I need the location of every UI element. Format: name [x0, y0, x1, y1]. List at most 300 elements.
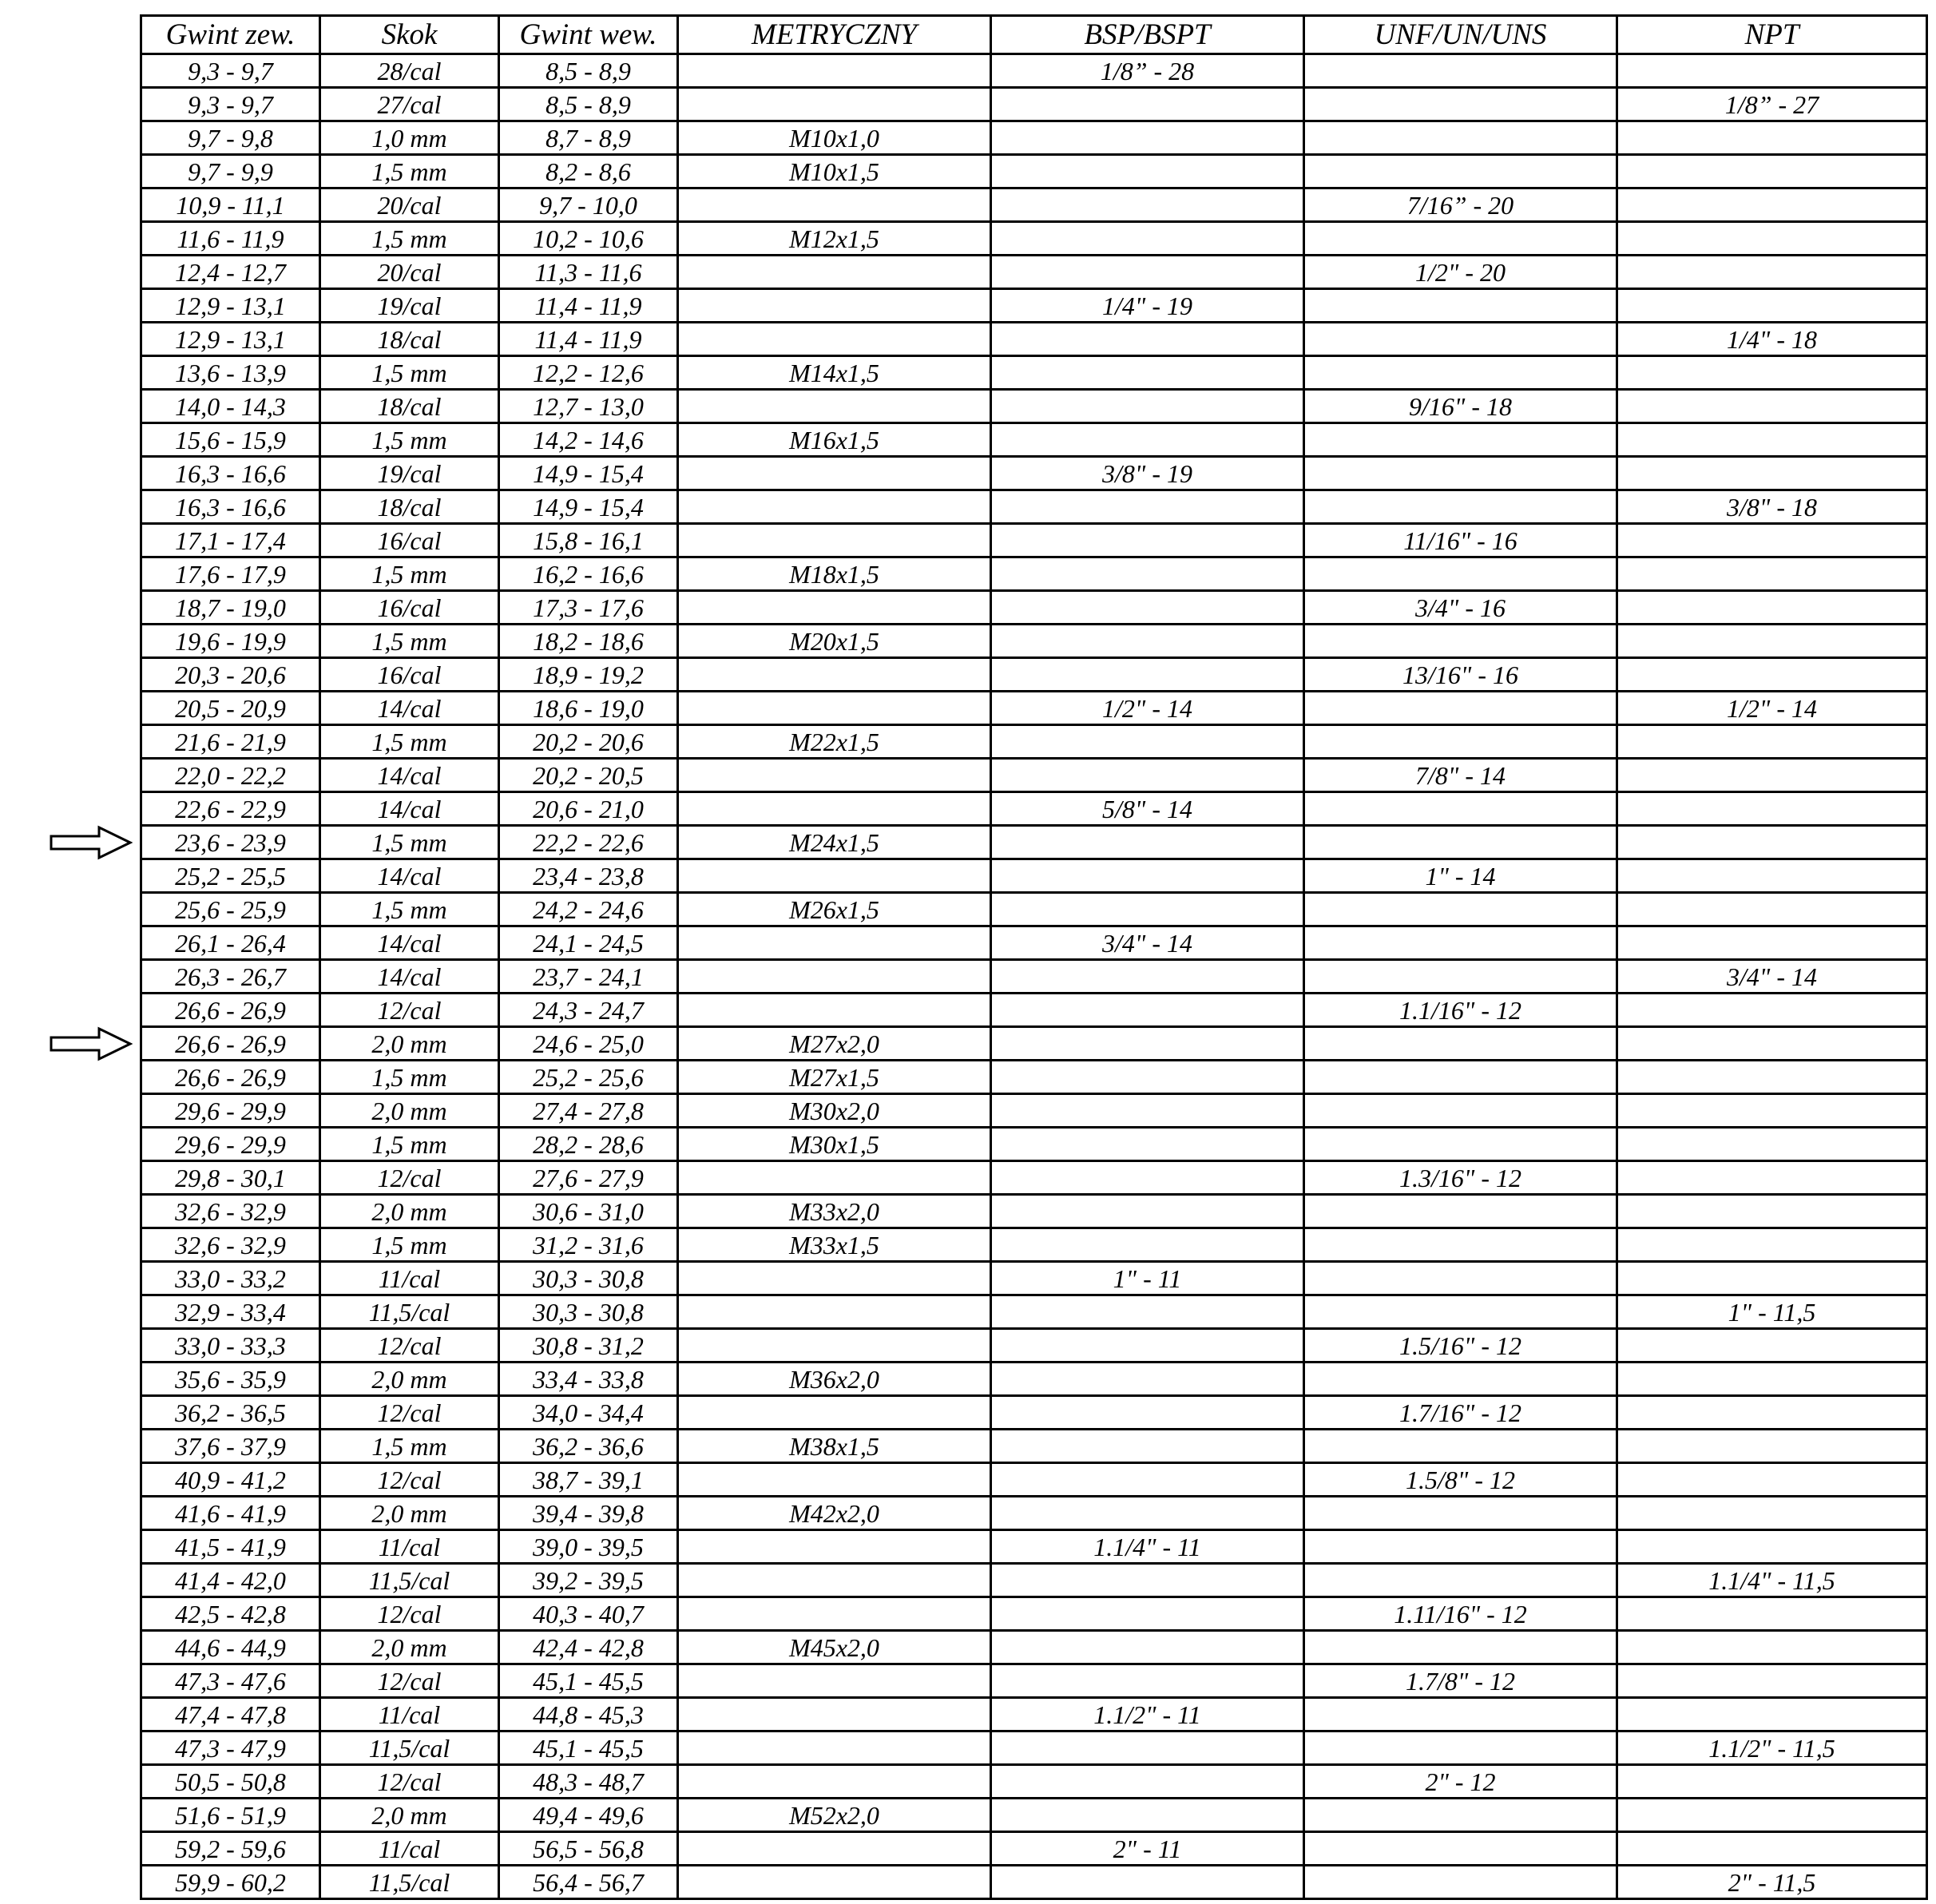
cell-gwint-wew: 15,8 - 16,1: [499, 524, 678, 557]
col-header-bsp: BSP/BSPT: [991, 16, 1304, 54]
cell-metryczny: M45x2,0: [678, 1631, 991, 1664]
cell-skok: 27/cal: [320, 88, 499, 121]
cell-gwint-wew: 20,2 - 20,6: [499, 725, 678, 759]
cell-gwint-zew: 9,3 - 9,7: [141, 88, 320, 121]
cell-gwint-wew: 24,1 - 24,5: [499, 926, 678, 960]
cell-gwint-wew: 30,6 - 31,0: [499, 1195, 678, 1228]
cell-gwint-zew: 29,6 - 29,9: [141, 1128, 320, 1161]
cell-bsp: [991, 893, 1304, 926]
cell-gwint-wew: 48,3 - 48,7: [499, 1765, 678, 1799]
table-row: [141, 1497, 1927, 1530]
cell-bsp: [991, 1161, 1304, 1195]
cell-metryczny: M16x1,5: [678, 423, 991, 457]
col-header-skok: Skok: [320, 16, 499, 54]
cell-unf: 1.11/16" - 12: [1304, 1597, 1617, 1631]
cell-bsp: [991, 960, 1304, 994]
cell-skok: 12/cal: [320, 1664, 499, 1698]
cell-skok: 18/cal: [320, 323, 499, 356]
cell-unf: 7/16” - 20: [1304, 188, 1617, 222]
cell-unf: [1304, 1363, 1617, 1396]
cell-skok: 2,0 mm: [320, 1195, 499, 1228]
table-row: [141, 859, 1927, 893]
cell-unf: [1304, 960, 1617, 994]
cell-unf: [1304, 423, 1617, 457]
cell-bsp: [991, 356, 1304, 390]
cell-gwint-zew: 21,6 - 21,9: [141, 725, 320, 759]
cell-npt: [1617, 423, 1927, 457]
cell-metryczny: [678, 1530, 991, 1564]
cell-unf: 1.1/16" - 12: [1304, 994, 1617, 1027]
cell-unf: [1304, 1430, 1617, 1463]
cell-npt: [1617, 826, 1927, 859]
cell-unf: [1304, 1128, 1617, 1161]
cell-gwint-zew: 32,6 - 32,9: [141, 1228, 320, 1262]
cell-npt: [1617, 390, 1927, 423]
cell-bsp: [991, 88, 1304, 121]
cell-unf: [1304, 289, 1617, 323]
cell-skok: 1,5 mm: [320, 826, 499, 859]
cell-metryczny: [678, 1765, 991, 1799]
cell-metryczny: [678, 926, 991, 960]
cell-gwint-wew: 12,2 - 12,6: [499, 356, 678, 390]
table-row: [141, 759, 1927, 792]
cell-npt: [1617, 1530, 1927, 1564]
cell-unf: [1304, 155, 1617, 188]
cell-skok: 14/cal: [320, 759, 499, 792]
table-row: [141, 524, 1927, 557]
table-row: [141, 826, 1927, 859]
cell-metryczny: M33x2,0: [678, 1195, 991, 1228]
cell-metryczny: [678, 1832, 991, 1866]
cell-metryczny: M18x1,5: [678, 557, 991, 591]
table-row: [141, 1832, 1927, 1866]
cell-npt: [1617, 1195, 1927, 1228]
cell-unf: 7/8" - 14: [1304, 759, 1617, 792]
cell-unf: [1304, 457, 1617, 490]
table-row: [141, 893, 1927, 926]
cell-gwint-zew: 47,3 - 47,6: [141, 1664, 320, 1698]
cell-gwint-zew: 41,5 - 41,9: [141, 1530, 320, 1564]
cell-unf: [1304, 792, 1617, 826]
cell-npt: [1617, 859, 1927, 893]
cell-bsp: [991, 1631, 1304, 1664]
cell-gwint-zew: 42,5 - 42,8: [141, 1597, 320, 1631]
cell-gwint-wew: 39,0 - 39,5: [499, 1530, 678, 1564]
cell-gwint-wew: 30,3 - 30,8: [499, 1295, 678, 1329]
cell-skok: 11/cal: [320, 1530, 499, 1564]
cell-metryczny: [678, 54, 991, 88]
cell-skok: 20/cal: [320, 256, 499, 289]
cell-metryczny: [678, 88, 991, 121]
cell-npt: [1617, 1262, 1927, 1295]
cell-unf: [1304, 1698, 1617, 1731]
cell-npt: [1617, 1597, 1927, 1631]
cell-gwint-wew: 45,1 - 45,5: [499, 1731, 678, 1765]
col-header-gwint-wew: Gwint wew.: [499, 16, 678, 54]
cell-skok: 1,5 mm: [320, 1061, 499, 1094]
cell-npt: [1617, 155, 1927, 188]
table-row: [141, 1765, 1927, 1799]
cell-gwint-zew: 47,4 - 47,8: [141, 1698, 320, 1731]
table-row: [141, 1799, 1927, 1832]
cell-gwint-zew: 40,9 - 41,2: [141, 1463, 320, 1497]
cell-metryczny: [678, 1698, 991, 1731]
cell-gwint-zew: 26,3 - 26,7: [141, 960, 320, 994]
cell-bsp: [991, 1765, 1304, 1799]
cell-unf: [1304, 1195, 1617, 1228]
cell-npt: [1617, 1631, 1927, 1664]
cell-npt: [1617, 725, 1927, 759]
cell-bsp: [991, 1329, 1304, 1363]
cell-unf: [1304, 323, 1617, 356]
cell-metryczny: [678, 994, 991, 1027]
cell-metryczny: [678, 792, 991, 826]
col-header-metryczny: METRYCZNY: [678, 16, 991, 54]
table-row: [141, 54, 1927, 88]
cell-metryczny: [678, 1161, 991, 1195]
table-row: [141, 1295, 1927, 1329]
cell-skok: 1,5 mm: [320, 1430, 499, 1463]
cell-gwint-wew: 11,3 - 11,6: [499, 256, 678, 289]
cell-gwint-zew: 41,4 - 42,0: [141, 1564, 320, 1597]
cell-gwint-zew: 25,2 - 25,5: [141, 859, 320, 893]
cell-unf: [1304, 557, 1617, 591]
cell-unf: 1.7/8" - 12: [1304, 1664, 1617, 1698]
cell-gwint-wew: 24,3 - 24,7: [499, 994, 678, 1027]
col-header-unf: UNF/UN/UNS: [1304, 16, 1617, 54]
cell-gwint-zew: 33,0 - 33,2: [141, 1262, 320, 1295]
cell-skok: 12/cal: [320, 994, 499, 1027]
cell-skok: 11,5/cal: [320, 1295, 499, 1329]
cell-bsp: [991, 725, 1304, 759]
cell-gwint-zew: 22,6 - 22,9: [141, 792, 320, 826]
cell-gwint-wew: 33,4 - 33,8: [499, 1363, 678, 1396]
cell-npt: [1617, 256, 1927, 289]
cell-npt: [1617, 188, 1927, 222]
cell-bsp: [991, 994, 1304, 1027]
table-row: [141, 1564, 1927, 1597]
cell-skok: 1,5 mm: [320, 725, 499, 759]
cell-metryczny: M33x1,5: [678, 1228, 991, 1262]
cell-gwint-wew: 8,5 - 8,9: [499, 88, 678, 121]
cell-unf: 1.5/8" - 12: [1304, 1463, 1617, 1497]
table-row: [141, 1530, 1927, 1564]
cell-unf: [1304, 1497, 1617, 1530]
cell-skok: 1,5 mm: [320, 1128, 499, 1161]
cell-metryczny: M27x2,0: [678, 1027, 991, 1061]
cell-gwint-wew: 30,8 - 31,2: [499, 1329, 678, 1363]
cell-bsp: [991, 859, 1304, 893]
table-row: [141, 188, 1927, 222]
cell-unf: 1.7/16" - 12: [1304, 1396, 1617, 1430]
cell-metryczny: M42x2,0: [678, 1497, 991, 1530]
cell-unf: [1304, 926, 1617, 960]
cell-skok: 12/cal: [320, 1161, 499, 1195]
cell-bsp: 1/2" - 14: [991, 692, 1304, 725]
cell-unf: [1304, 725, 1617, 759]
cell-unf: [1304, 490, 1617, 524]
cell-npt: [1617, 1430, 1927, 1463]
cell-bsp: [991, 1866, 1304, 1899]
cell-bsp: [991, 1564, 1304, 1597]
table-row: [141, 457, 1927, 490]
cell-bsp: 1/4" - 19: [991, 289, 1304, 323]
cell-metryczny: M12x1,5: [678, 222, 991, 256]
cell-skok: 12/cal: [320, 1463, 499, 1497]
cell-gwint-zew: 20,3 - 20,6: [141, 658, 320, 692]
cell-gwint-zew: 19,6 - 19,9: [141, 625, 320, 658]
cell-metryczny: [678, 658, 991, 692]
cell-skok: 12/cal: [320, 1396, 499, 1430]
cell-gwint-zew: 33,0 - 33,3: [141, 1329, 320, 1363]
col-header-gwint-zew: Gwint zew.: [141, 16, 320, 54]
cell-npt: [1617, 759, 1927, 792]
cell-metryczny: M52x2,0: [678, 1799, 991, 1832]
cell-gwint-wew: 36,2 - 36,6: [499, 1430, 678, 1463]
cell-metryczny: M38x1,5: [678, 1430, 991, 1463]
cell-gwint-zew: 41,6 - 41,9: [141, 1497, 320, 1530]
cell-bsp: 1" - 11: [991, 1262, 1304, 1295]
cell-bsp: [991, 1664, 1304, 1698]
cell-npt: [1617, 1363, 1927, 1396]
cell-skok: 11/cal: [320, 1698, 499, 1731]
cell-bsp: [991, 1295, 1304, 1329]
table-row: [141, 960, 1927, 994]
cell-npt: [1617, 792, 1927, 826]
cell-skok: 11,5/cal: [320, 1866, 499, 1899]
table-row: [141, 692, 1927, 725]
table-row: [141, 926, 1927, 960]
cell-bsp: [991, 423, 1304, 457]
cell-gwint-wew: 39,4 - 39,8: [499, 1497, 678, 1530]
cell-bsp: [991, 524, 1304, 557]
cell-bsp: [991, 256, 1304, 289]
cell-bsp: [991, 1430, 1304, 1463]
cell-skok: 2,0 mm: [320, 1631, 499, 1664]
cell-bsp: [991, 323, 1304, 356]
cell-metryczny: M20x1,5: [678, 625, 991, 658]
cell-bsp: [991, 1061, 1304, 1094]
cell-metryczny: M36x2,0: [678, 1363, 991, 1396]
cell-metryczny: M30x1,5: [678, 1128, 991, 1161]
cell-unf: 2" - 12: [1304, 1765, 1617, 1799]
table-row: [141, 155, 1927, 188]
cell-npt: 3/4" - 14: [1617, 960, 1927, 994]
cell-gwint-zew: 12,9 - 13,1: [141, 323, 320, 356]
table-row: [141, 88, 1927, 121]
cell-skok: 1,5 mm: [320, 356, 499, 390]
cell-metryczny: [678, 1396, 991, 1430]
cell-gwint-wew: 24,2 - 24,6: [499, 893, 678, 926]
cell-unf: [1304, 1564, 1617, 1597]
cell-npt: [1617, 222, 1927, 256]
cell-unf: [1304, 222, 1617, 256]
cell-skok: 2,0 mm: [320, 1363, 499, 1396]
cell-skok: 1,5 mm: [320, 557, 499, 591]
cell-metryczny: [678, 1731, 991, 1765]
cell-gwint-wew: 17,3 - 17,6: [499, 591, 678, 625]
cell-unf: 11/16" - 16: [1304, 524, 1617, 557]
cell-gwint-wew: 8,2 - 8,6: [499, 155, 678, 188]
cell-metryczny: [678, 1262, 991, 1295]
cell-metryczny: [678, 490, 991, 524]
cell-gwint-wew: 20,6 - 21,0: [499, 792, 678, 826]
table-row: [141, 1698, 1927, 1731]
cell-gwint-zew: 12,9 - 13,1: [141, 289, 320, 323]
cell-skok: 2,0 mm: [320, 1497, 499, 1530]
cell-gwint-wew: 56,5 - 56,8: [499, 1832, 678, 1866]
cell-metryczny: [678, 289, 991, 323]
cell-skok: 11/cal: [320, 1832, 499, 1866]
cell-npt: [1617, 289, 1927, 323]
table-row: [141, 1664, 1927, 1698]
cell-bsp: [991, 121, 1304, 155]
right-arrow-icon: [50, 825, 133, 860]
cell-gwint-wew: 12,7 - 13,0: [499, 390, 678, 423]
table-row: [141, 1027, 1927, 1061]
cell-npt: [1617, 1161, 1927, 1195]
table-row: [141, 1430, 1927, 1463]
cell-bsp: [991, 591, 1304, 625]
cell-gwint-wew: 30,3 - 30,8: [499, 1262, 678, 1295]
cell-gwint-wew: 20,2 - 20,5: [499, 759, 678, 792]
cell-bsp: [991, 658, 1304, 692]
cell-gwint-wew: 31,2 - 31,6: [499, 1228, 678, 1262]
cell-skok: 18/cal: [320, 490, 499, 524]
cell-npt: [1617, 591, 1927, 625]
cell-metryczny: [678, 1597, 991, 1631]
table-row: [141, 490, 1927, 524]
table-row: [141, 1329, 1927, 1363]
cell-unf: 13/16" - 16: [1304, 658, 1617, 692]
cell-unf: 1" - 14: [1304, 859, 1617, 893]
table-row: [141, 423, 1927, 457]
table-row: [141, 557, 1927, 591]
cell-unf: [1304, 625, 1617, 658]
table-row: [141, 289, 1927, 323]
cell-npt: [1617, 54, 1927, 88]
cell-gwint-zew: 44,6 - 44,9: [141, 1631, 320, 1664]
cell-unf: [1304, 893, 1617, 926]
cell-unf: [1304, 121, 1617, 155]
cell-skok: 12/cal: [320, 1597, 499, 1631]
cell-unf: [1304, 88, 1617, 121]
cell-unf: [1304, 1799, 1617, 1832]
cell-npt: [1617, 1329, 1927, 1363]
cell-skok: 28/cal: [320, 54, 499, 88]
cell-gwint-wew: 38,7 - 39,1: [499, 1463, 678, 1497]
cell-metryczny: [678, 1295, 991, 1329]
cell-metryczny: [678, 591, 991, 625]
cell-metryczny: [678, 960, 991, 994]
cell-bsp: [991, 1228, 1304, 1262]
cell-gwint-wew: 8,7 - 8,9: [499, 121, 678, 155]
cell-metryczny: [678, 1329, 991, 1363]
cell-npt: [1617, 1128, 1927, 1161]
cell-skok: 12/cal: [320, 1329, 499, 1363]
table-row: [141, 1396, 1927, 1430]
cell-skok: 11,5/cal: [320, 1731, 499, 1765]
cell-metryczny: M10x1,0: [678, 121, 991, 155]
cell-gwint-wew: 23,4 - 23,8: [499, 859, 678, 893]
cell-gwint-zew: 32,9 - 33,4: [141, 1295, 320, 1329]
cell-gwint-wew: 9,7 - 10,0: [499, 188, 678, 222]
cell-unf: [1304, 1295, 1617, 1329]
cell-gwint-wew: 10,2 - 10,6: [499, 222, 678, 256]
cell-unf: [1304, 1731, 1617, 1765]
cell-unf: 1/2" - 20: [1304, 256, 1617, 289]
cell-bsp: [991, 155, 1304, 188]
cell-metryczny: [678, 692, 991, 725]
cell-unf: [1304, 356, 1617, 390]
cell-metryczny: [678, 859, 991, 893]
cell-bsp: [991, 625, 1304, 658]
cell-npt: [1617, 356, 1927, 390]
table-row: [141, 1731, 1927, 1765]
cell-bsp: [991, 759, 1304, 792]
thread-size-table: [140, 14, 1928, 1900]
cell-gwint-wew: 45,1 - 45,5: [499, 1664, 678, 1698]
cell-unf: [1304, 1530, 1617, 1564]
table-row: [141, 1363, 1927, 1396]
cell-metryczny: [678, 256, 991, 289]
cell-metryczny: M26x1,5: [678, 893, 991, 926]
cell-gwint-wew: 8,5 - 8,9: [499, 54, 678, 88]
cell-gwint-zew: 13,6 - 13,9: [141, 356, 320, 390]
cell-skok: 16/cal: [320, 524, 499, 557]
cell-npt: [1617, 1094, 1927, 1128]
cell-gwint-wew: 25,2 - 25,6: [499, 1061, 678, 1094]
cell-bsp: [991, 1731, 1304, 1765]
cell-bsp: [991, 1396, 1304, 1430]
table-row: [141, 1195, 1927, 1228]
cell-npt: [1617, 1832, 1927, 1866]
cell-gwint-wew: 14,9 - 15,4: [499, 490, 678, 524]
cell-npt: 1.1/2" - 11,5: [1617, 1731, 1927, 1765]
cell-metryczny: [678, 457, 991, 490]
cell-metryczny: M10x1,5: [678, 155, 991, 188]
cell-skok: 19/cal: [320, 457, 499, 490]
cell-npt: [1617, 457, 1927, 490]
cell-bsp: [991, 222, 1304, 256]
table-row: [141, 1094, 1927, 1128]
cell-skok: 19/cal: [320, 289, 499, 323]
cell-gwint-zew: 36,2 - 36,5: [141, 1396, 320, 1430]
cell-gwint-wew: 34,0 - 34,4: [499, 1396, 678, 1430]
cell-gwint-zew: 26,1 - 26,4: [141, 926, 320, 960]
cell-gwint-zew: 15,6 - 15,9: [141, 423, 320, 457]
cell-unf: [1304, 826, 1617, 859]
cell-gwint-wew: 18,6 - 19,0: [499, 692, 678, 725]
cell-npt: 1/2" - 14: [1617, 692, 1927, 725]
cell-metryczny: M14x1,5: [678, 356, 991, 390]
table-row: [141, 1597, 1927, 1631]
cell-gwint-zew: 9,7 - 9,8: [141, 121, 320, 155]
table-row: [141, 591, 1927, 625]
cell-bsp: [991, 1027, 1304, 1061]
cell-gwint-wew: 27,6 - 27,9: [499, 1161, 678, 1195]
cell-gwint-zew: 17,1 - 17,4: [141, 524, 320, 557]
cell-npt: [1617, 121, 1927, 155]
cell-metryczny: M24x1,5: [678, 826, 991, 859]
cell-bsp: [991, 188, 1304, 222]
cell-bsp: [991, 1497, 1304, 1530]
cell-npt: [1617, 524, 1927, 557]
cell-metryczny: M27x1,5: [678, 1061, 991, 1094]
cell-gwint-wew: 11,4 - 11,9: [499, 289, 678, 323]
cell-metryczny: M22x1,5: [678, 725, 991, 759]
cell-npt: [1617, 994, 1927, 1027]
